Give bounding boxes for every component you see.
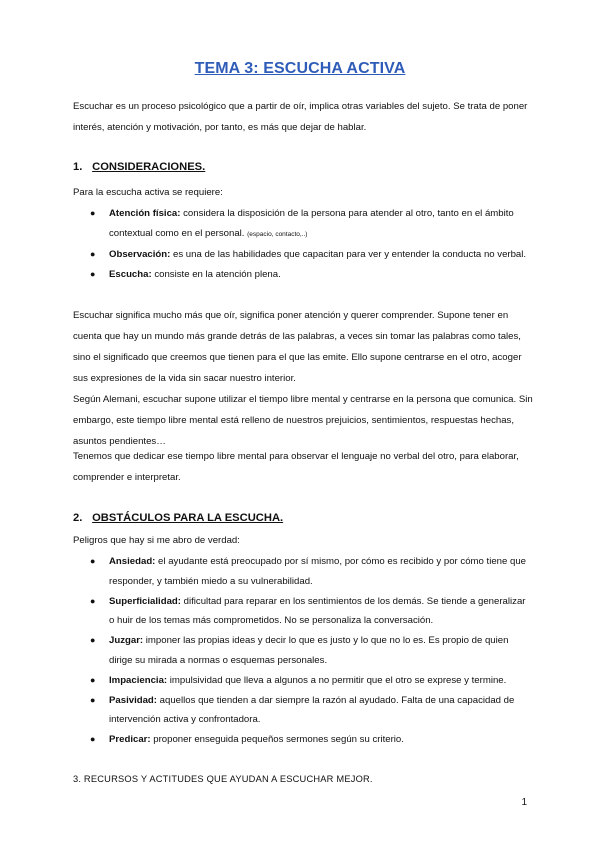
list-item-term: Impaciencia: — [109, 674, 168, 686]
section-1-lead: Para la escucha activa se requiere: — [73, 187, 223, 198]
list-item-term: Observación: — [109, 248, 171, 260]
list-item — [73, 265, 533, 285]
list-item-text: aquellos que tienden a dar siempre la razón al ayudado. Falta de una capacidad de intervención activa y confrontadora. — [109, 694, 515, 725]
page-number: 1 — [521, 797, 527, 808]
body-paragraph: Tenemos que dedicar ese tiempo libre mental para observar el lenguaje no verbal del otro, para elaborar, comprender e interpretar. — [73, 451, 519, 483]
bullet-icon: ● — [90, 556, 96, 566]
list-item — [73, 730, 533, 750]
section-1-title: CONSIDERACIONES. — [92, 161, 206, 173]
section-2-heading — [73, 512, 283, 524]
intro-paragraph: Escuchar es un proceso psicológico que a partir de oír, implica otras variables del sujeto. Se trata de poner interés, atención y motivación, por tanto, es más que dejar de hablar. — [73, 101, 528, 133]
bullet-icon: ● — [90, 674, 96, 685]
list-item-term: Ansiedad: — [109, 556, 156, 567]
bullet-icon: ● — [90, 268, 96, 279]
section-3-heading: 3. RECURSOS Y ACTITUDES QUE AYUDAN A ESCUCHAR MEJOR. — [73, 774, 373, 784]
section-1-list — [73, 204, 533, 285]
bullet-icon: ● — [90, 248, 96, 259]
list-item — [73, 204, 533, 244]
bullet-icon: ● — [90, 734, 96, 744]
list-item — [73, 671, 533, 691]
list-item — [73, 691, 533, 730]
list-item-text: considera la disposición de la persona para atender al otro, tanto en el ámbito contextual como en el personal. — [109, 208, 514, 239]
list-item-term: Escucha: — [109, 268, 152, 280]
section-2-list — [73, 552, 533, 750]
list-item — [73, 631, 533, 670]
section-2-title: OBSTÁCULOS PARA LA ESCUCHA. — [92, 512, 284, 524]
bullet-icon: ● — [90, 595, 96, 606]
bullet-icon: ● — [90, 694, 96, 705]
body-paragraph: Escuchar significa mucho más que oír, significa poner atención y querer comprender. Supone tener en cuenta que hay un mundo más grande detrás de las palabras, a veces sin tomar las palabras como tales, sino el significado que creemos que tienen para el que las emite. Ello supone centrarse en el otro, acoger sus expresiones de la vida sin sacar nuestro interior. — [73, 310, 522, 384]
list-item-text: dificultad para reparar en los sentimientos de los demás. Se tiende a generalizar o huir de los temas más comprometidos. No se personaliza la conversación. — [109, 595, 526, 626]
bullet-icon: ● — [90, 635, 96, 645]
list-item — [73, 552, 533, 591]
section-1-number: 1. — [73, 161, 83, 173]
list-item-term: Juzgar: — [109, 635, 144, 646]
list-item-text: imponer las propias ideas y decir lo que es justo y lo que no lo es. Es propio de quien dirige su mirada a normas o esquemas personales. — [109, 635, 509, 666]
list-item-text: es una de las habilidades que capacitan para ver y entender la conducta no verbal. — [170, 248, 527, 260]
list-item — [73, 245, 533, 265]
list-item-text: consiste en la atención plena. — [151, 268, 281, 280]
list-item-term: Superficialidad: — [109, 595, 181, 607]
list-item-text: el ayudante está preocupado por sí mismo, por cómo es recibido y por cómo tiene que responder, y también miedo a su vulnerabilidad. — [109, 556, 527, 587]
section-2-number: 2. — [73, 512, 83, 524]
section-2-lead: Peligros que hay si me abro de verdad: — [73, 535, 240, 546]
list-item-term: Pasividad: — [109, 694, 157, 706]
list-item-note: (espacio, contacto,..) — [247, 230, 308, 238]
list-item-term: Atención física: — [109, 208, 181, 219]
list-item — [73, 592, 533, 631]
bullet-icon: ● — [90, 208, 96, 218]
body-paragraph: Según Alemani, escuchar supone utilizar el tiempo libre mental y centrarse en la persona que comunica. Sin embargo, este tiempo libre mental está relleno de nuestros prejuicios, sentimientos, respuestas hechas, asuntos pendientes… — [73, 394, 533, 447]
document-title: TEMA 3: ESCUCHA ACTIVA — [194, 60, 406, 77]
list-item-text: impulsividad que lleva a algunos a no permitir que el otro se exprese y termine. — [167, 674, 507, 686]
section-1-heading — [73, 161, 205, 173]
list-item-text: proponer enseguida pequeños sermones según su criterio. — [150, 734, 404, 745]
list-item-term: Predicar: — [109, 734, 151, 745]
